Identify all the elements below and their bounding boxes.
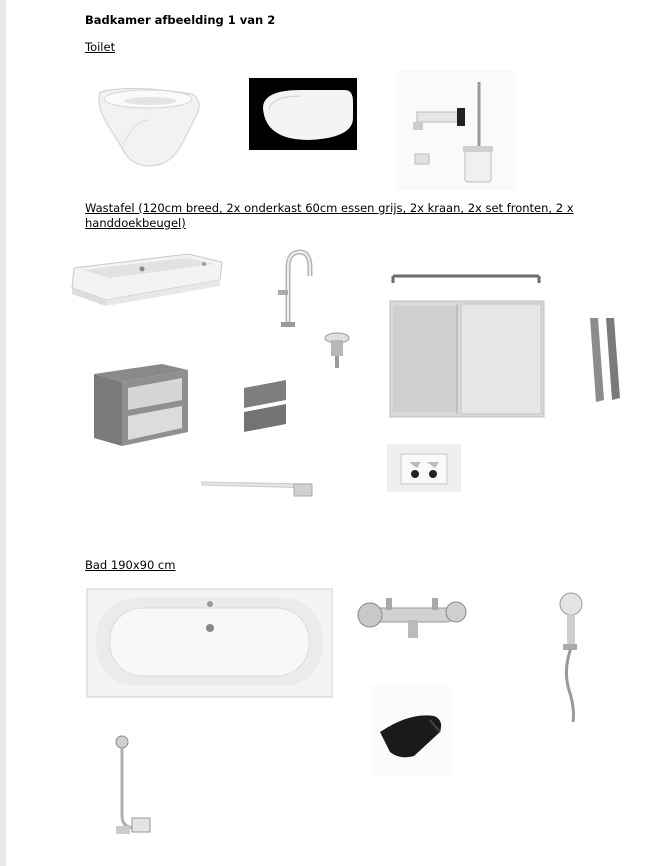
thermostatic-mixer-image — [356, 592, 468, 644]
section-heading-wastafel-line2: handdoekbeugel) — [85, 216, 186, 230]
toilet-bowl-image — [92, 82, 207, 172]
section-heading-bad: Bad 190x90 cm — [85, 558, 176, 572]
socket-plate-image — [387, 444, 461, 492]
towel-bar-image — [389, 270, 543, 284]
page-title: Badkamer afbeelding 1 van 2 — [85, 13, 276, 27]
towel-rail-image — [200, 476, 316, 498]
toilet-seat-image — [249, 78, 357, 150]
bath-drain-image — [110, 734, 160, 838]
faucet-image — [264, 246, 316, 328]
washbasin-image — [70, 248, 225, 308]
toilet-accessories-image — [397, 70, 515, 190]
hand-shower-image — [553, 590, 593, 724]
bathtub-image — [86, 588, 333, 698]
section-heading-toilet: Toilet — [85, 40, 116, 54]
section-heading-wastafel-line1: Wastafel (120cm breed, 2x onderkast 60cm essen grijs, 2x kraan, 2x set fronten, 2 x — [85, 201, 574, 215]
page-left-border — [0, 0, 6, 866]
bath-pillow-image — [370, 686, 450, 776]
cabinet-fronts-image — [242, 378, 288, 434]
vanity-cabinet-image — [92, 362, 190, 448]
mirror-cabinet-image — [389, 300, 545, 418]
side-panels-image — [588, 316, 622, 404]
drain-plug-image — [321, 330, 353, 370]
